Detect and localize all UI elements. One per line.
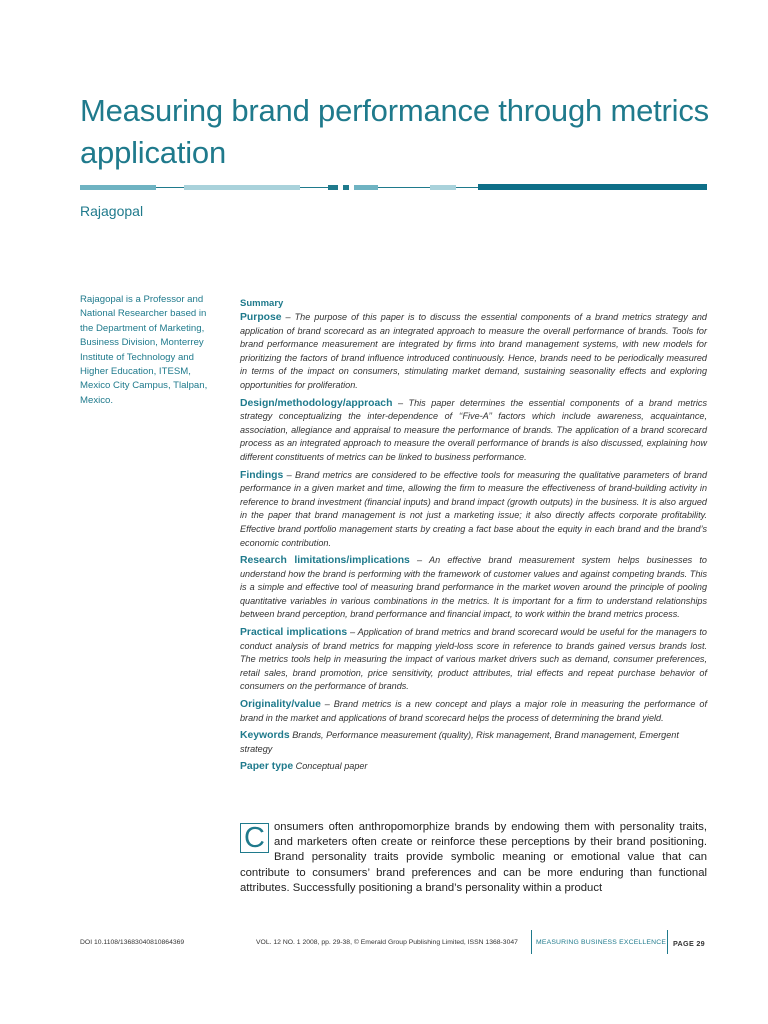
- summary-text: Brands, Performance measurement (quality), Risk management, Brand management, Emergent strategy: [240, 730, 679, 754]
- summary-findings: [240, 469, 707, 551]
- summary-text: Conceptual paper: [293, 761, 368, 772]
- summary-practical: [240, 626, 707, 694]
- summary-label: Research limitations/implications: [240, 555, 410, 567]
- article-title: Measuring brand performance through metrics application: [80, 93, 709, 170]
- footer-separator: [531, 930, 532, 954]
- footer-separator: [667, 930, 668, 954]
- footer-journal: MEASURING BUSINESS EXCELLENCE: [536, 939, 667, 946]
- author-bio: Rajagopal is a Professor and National Researcher based in the Department of Marketing, Business Division, Monterrey Institute of Technology and Higher Education, ITESM, Mexico City Campus, Tlalpan, Mexico.: [80, 294, 208, 406]
- footer-page-number: PAGE 29: [673, 939, 705, 948]
- summary-label: Design/methodology/approach: [240, 397, 393, 409]
- author-name: Rajagopal: [80, 203, 144, 219]
- summary-text: – Application of brand metrics and brand scorecard would be useful for the managers to conduct analysis of brand metrics for mapping yield-loss score in reference to brands gained versus brands lost. The metrics tools help in measuring the impact of various market drivers such as demand, consumer preferences, retail sales, brand promotion, price sensitivity, product attributes, trial effects and repeat purchase behavior of consumers on the performance of brands.: [240, 627, 707, 692]
- summary-originality: [240, 698, 707, 725]
- summary-limitations: [240, 554, 707, 622]
- summary-label: Paper type: [240, 761, 294, 773]
- footer-doi: DOI 10.1108/13683040810864369: [80, 939, 185, 946]
- footer-volume: VOL. 12 NO. 1 2008, pp. 29-38, © Emerald Group Publishing Limited, ISSN 1368-3047: [256, 939, 518, 946]
- body-paragraph: [240, 820, 707, 896]
- summary-text: – An effective brand measurement system helps businesses to understand how the brand is performing with the framework of customer values and against competing brands. This is a simple and effective tool of measuring brand performance in the market woven around the principle of pooling quantitative variables in various combinations in the metrics. It is important for a firm to understand relationships between brand perception, brand performance and financial impact, to work within the brand metrics process.: [240, 555, 707, 620]
- summary-text: – The purpose of this paper is to discuss the essential components of a brand metrics strategy and application of brand scorecard as an integrated approach to measure the overall performance of brands. Tools for brand performance measurement are integrated by firms into brand management systems, with new models for prioritizing the factors of brand influence introduced continuously. Hence, brands need to be periodically measured in terms of the impact on consumers, stimulating market demand, sustaining seasonality effects and exploring opportunities for proliferation.: [240, 312, 707, 390]
- title-divider: [80, 182, 707, 192]
- body-text: onsumers often anthropomorphize brands by endowing them with personality traits, and marketers often create or reinforce these perceptions by their brand positioning. Brand personality traits provide symbolic meaning or emotional value that can contribute to consumers’ brand preferences and can be more enduring than functional attributes. Successfully positioning a brand’s personality within a product: [240, 821, 707, 894]
- summary-label: Findings: [240, 469, 284, 481]
- summary-purpose: [240, 311, 707, 393]
- page-footer: [80, 930, 707, 954]
- summary-text: – Brand metrics are considered to be effective tools for measuring the qualitative parameters of brand performance in a given market and time, allowing the firm to measure the effectiveness of brand-building activity in reference to brand investment (financial inputs) and brand impact (growth outputs) in the business. It is also argued in the paper that brand management is not just a marketing issue; it also directly affects corporate profitability. Effective brand portfolio management starts by creating a fact base about the equity in each brand and the brand’s economic contribution.: [240, 469, 707, 548]
- summary-label: Keywords: [240, 730, 290, 742]
- summary-design: [240, 397, 707, 465]
- summary-paper-type: [240, 760, 707, 774]
- summary-text: – This paper determines the essential components of a brand metrics strategy conceptualizing the inter-dependence of ‘‘Five-A’’ factors which include awareness, acquaintance, association, allegiance and appraisal to measure the performance of brands. The application of a brand scorecard process as an integrated approach to measure the overall performance of brands is also discussed, explaining how different constituents of metrics can be linked to business performance.: [240, 397, 707, 462]
- summary-text: – Brand metrics is a new concept and plays a major role in measuring the performance of brand in the market and applications of brand scorecard helps the process of determining the brand yield.: [240, 699, 707, 723]
- summary-label: Purpose: [240, 312, 282, 323]
- abstract-summary: [240, 311, 707, 778]
- summary-heading: Summary: [240, 298, 284, 309]
- summary-label: Practical implications: [240, 627, 348, 639]
- summary-keywords: [240, 729, 707, 756]
- summary-label: Originality/value: [240, 699, 321, 711]
- drop-cap: C: [240, 823, 269, 853]
